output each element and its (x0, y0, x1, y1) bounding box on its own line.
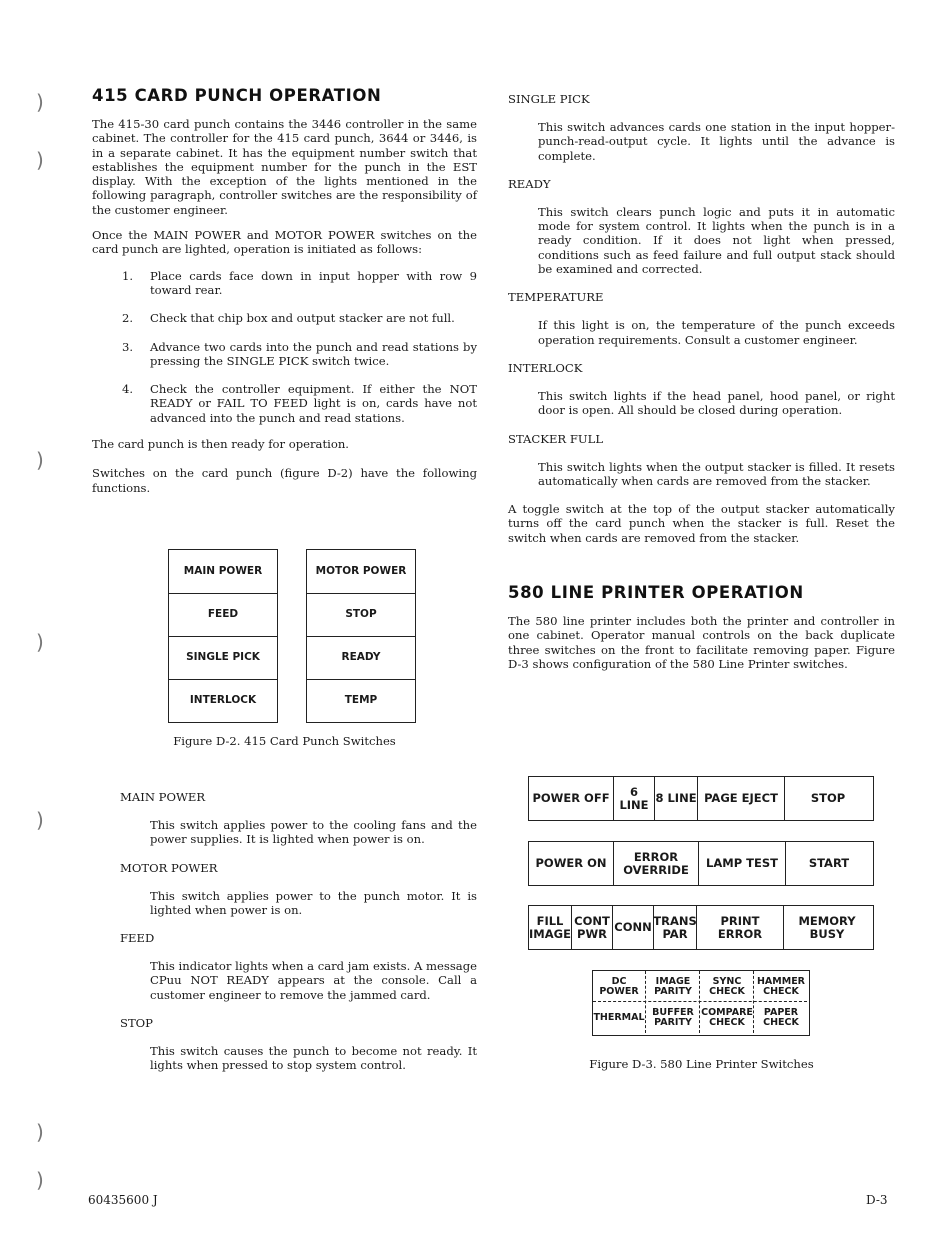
switch-feed: FEED (169, 593, 277, 637)
switch-page-eject: PAGE EJECT (698, 777, 785, 820)
step-item: 1. Place cards face down in input hopper with row 9 toward rear. (122, 268, 477, 297)
margin-mark: ) (36, 1168, 44, 1192)
switch-description: This switch applies power to the punch motor. It is lighted when power is on. (150, 888, 477, 917)
toggle-paragraph: A toggle switch at the top of the output stacker automatically turns off the card punch when the stacker is full. Reset the switch when cards are removed from the stacker. (508, 502, 895, 545)
switch-fill-image: FILL IMAGE (529, 906, 572, 949)
indicator-paper-check: PAPER CHECK (763, 1006, 799, 1028)
margin-mark: ) (36, 1120, 44, 1144)
switch-description: This switch lights when the output stacker is filled. It resets automatically when cards are removed from the stacker. (538, 459, 895, 488)
intro-paragraph: The 415-30 card punch contains the 3446 controller in the same cabinet. The controller for the 415 card punch, 3644 or 3446, is in a separate cabinet. It has the equipment number switch that establishes the equipment number for the punch in the EST display. With the exception of the lights mentioned in the following paragraph, controller switches are the responsibility of the customer engineer. (92, 117, 477, 217)
switches-paragraph: Switches on the card punch (figure D-2) have the following functions. (92, 466, 477, 495)
intro-paragraph-2: Once the MAIN POWER and MOTOR POWER switches on the card punch are lighted, operation is initiated as follows: (92, 228, 477, 257)
switch-name: MOTOR POWER (120, 860, 218, 875)
switch-trans-par: TRANS PAR (653, 906, 697, 949)
margin-mark: ) (36, 448, 44, 472)
switch-error-override: ERROR OVERRIDE (614, 842, 699, 885)
step-item: 3. Advance two cards into the punch and read stations by pressing the SINGLE PICK switch twice. (122, 339, 477, 368)
switch-name: MAIN POWER (120, 790, 206, 804)
section-title-line-printer: 580 LINE PRINTER OPERATION (508, 583, 804, 603)
switch-8-line: 8 LINE (655, 777, 698, 820)
margin-mark: ) (36, 148, 44, 172)
printer-indicator-grid (592, 970, 810, 1036)
operation-steps (92, 269, 477, 425)
switch-column-left (168, 549, 278, 723)
margin-mark: ) (36, 90, 44, 114)
document-number: 60435600 J (88, 1193, 158, 1207)
switch-conn: CONN (614, 920, 652, 935)
switch-stop: STOP (810, 791, 846, 806)
switch-lamp-test: LAMP TEST (699, 842, 786, 885)
switch-single-pick: SINGLE PICK (169, 636, 277, 680)
left-column (92, 86, 477, 495)
switch-description: This indicator lights when a card jam exists. A message CPuu NOT READY appears at the console. Call a customer engineer to remove the jammed card. (150, 959, 478, 1002)
switch-motor-power: MOTOR POWER (307, 550, 415, 594)
right-column (508, 92, 895, 671)
switch-name: INTERLOCK (508, 360, 583, 375)
switch-memory-busy: MEMORY BUSY (798, 914, 856, 941)
indicator-dc-power: DC POWER (599, 975, 639, 997)
switch-cont-pwr: CONT PWR (572, 906, 613, 949)
switch-print-error: PRINT ERROR (697, 906, 784, 949)
switch-description: This switch causes the punch to become not ready. It lights when pressed to stop system control. (150, 1044, 477, 1073)
indicator-sync-check: SYNC CHECK (709, 975, 745, 997)
printer-panel-row1 (528, 776, 874, 821)
step-item: 4. Check the controller equipment. If either the NOT READY or FAIL TO FEED light is on, cards have not advanced into the punch and read stations. (122, 382, 477, 425)
switch-name: STOP (120, 1016, 153, 1031)
ready-paragraph: The card punch is then ready for operation. (92, 437, 349, 452)
margin-mark: ) (36, 630, 44, 654)
switch-power-on: POWER ON (529, 842, 614, 885)
printer-panel-row2 (528, 841, 874, 886)
switch-name: STACKER FULL (508, 431, 604, 446)
switch-name: FEED (120, 931, 155, 946)
switch-start: START (808, 856, 850, 871)
switch-main-power: MAIN POWER (169, 550, 277, 594)
indicator-thermal: THERMAL (593, 1011, 645, 1023)
margin-mark: ) (36, 808, 44, 832)
figure-d2-caption: Figure D-2. 415 Card Punch Switches (173, 734, 396, 748)
indicator-hammer-check: HAMMER CHECK (756, 975, 805, 997)
printer-paragraph: The 580 line printer includes both the printer and controller in one cabinet. Operator manual controls on the back duplicate three switches on the front to facilitate removing paper. Figure D-3 shows configuration of the 580 Line Printer switches. (508, 614, 895, 671)
printer-panel-row3 (528, 905, 874, 950)
switch-name: SINGLE PICK (508, 92, 590, 106)
left-switch-descriptions (92, 790, 477, 1073)
switch-description: This switch applies power to the cooling fans and the power supplies. It is lighted when power is on. (150, 818, 477, 847)
switch-name: TEMPERATURE (508, 290, 604, 305)
switch-interlock: INTERLOCK (189, 694, 257, 706)
switch-description: If this light is on, the temperature of the punch exceeds operation requirements. Consult a customer engineer. (538, 318, 895, 347)
switch-temp: TEMP (344, 694, 378, 706)
figure-d3-caption: Figure D-3. 580 Line Printer Switches (589, 1057, 814, 1071)
switch-stop: STOP (307, 593, 415, 637)
page-number: D-3 (866, 1193, 888, 1207)
indicator-buffer-parity: BUFFER PARITY (652, 1006, 694, 1028)
switch-description: This switch clears punch logic and puts it in automatic mode for system control. It lights when the punch is in a ready condition. If it does not light when pressed, conditions such as feed failure and full output stack should be examined and corrected. (538, 204, 895, 277)
section-title-card-punch: 415 CARD PUNCH OPERATION (92, 86, 382, 105)
indicator-compare-check: COMPARE CHECK (701, 1006, 753, 1028)
switch-6-line: 6 LINE (614, 777, 655, 820)
switch-column-right (306, 549, 416, 723)
figure-d2-switch-panel (168, 549, 418, 723)
step-item: 2. Check that chip box and output stacker are not full. (122, 311, 455, 326)
indicator-image-parity: IMAGE PARITY (654, 975, 692, 997)
switch-description: This switch advances cards one station in the input hopper-punch-read-output cycle. It lights until the advance is complete. (538, 120, 895, 163)
switch-ready: READY (307, 636, 415, 680)
switch-power-off: POWER OFF (529, 777, 614, 820)
switch-description: This switch lights if the head panel, hood panel, or right door is open. All should be closed during operation. (538, 388, 895, 418)
switch-name: READY (508, 176, 551, 191)
